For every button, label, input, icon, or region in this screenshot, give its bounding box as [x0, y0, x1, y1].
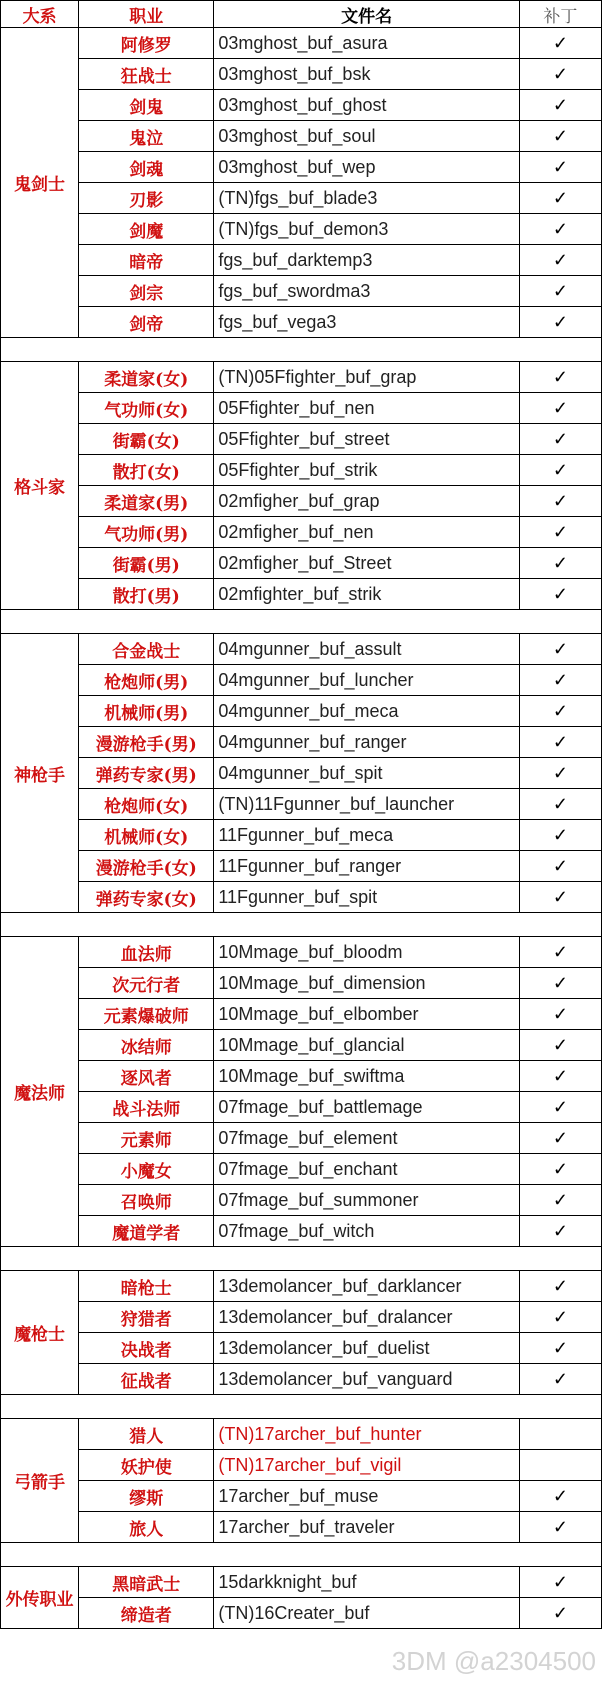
table-row — [1, 393, 602, 424]
job-cell: 暗帝 — [79, 245, 214, 276]
check-icon: ✓ — [552, 1275, 568, 1296]
table-row — [1, 424, 602, 455]
table-row — [1, 1030, 602, 1061]
check-icon: ✓ — [552, 855, 568, 876]
file-cell: 05Ffighter_buf_nen — [214, 393, 520, 424]
check-icon: ✓ — [552, 1368, 568, 1389]
patch-cell — [519, 121, 601, 152]
check-icon: ✓ — [552, 490, 568, 511]
spacer-cell — [1, 1395, 602, 1419]
patch-cell — [519, 548, 601, 579]
table-row — [1, 152, 602, 183]
table-row — [1, 1333, 602, 1364]
patch-cell — [519, 758, 601, 789]
file-cell: 13demolancer_buf_duelist — [214, 1333, 520, 1364]
job-cell: 街霸(女) — [79, 424, 214, 455]
file-cell: 11Fgunner_buf_spit — [214, 882, 520, 913]
group-cell: 弓箭手 — [1, 1419, 79, 1543]
check-icon: ✓ — [552, 311, 568, 332]
job-cell: 妖护使 — [79, 1450, 214, 1481]
table-row — [1, 183, 602, 214]
table-row — [1, 579, 602, 610]
table-row — [1, 1419, 602, 1450]
job-cell: 弹药专家(女) — [79, 882, 214, 913]
group-cell: 外传职业 — [1, 1567, 79, 1629]
table-row — [1, 665, 602, 696]
patch-cell — [519, 579, 601, 610]
check-icon: ✓ — [552, 280, 568, 301]
job-cell: 弹药专家(男) — [79, 758, 214, 789]
check-icon: ✓ — [552, 187, 568, 208]
job-cell: 冰结师 — [79, 1030, 214, 1061]
spacer-row — [1, 338, 602, 362]
job-cell: 征战者 — [79, 1364, 214, 1395]
file-cell: 05Ffighter_buf_street — [214, 424, 520, 455]
job-cell: 散打(男) — [79, 579, 214, 610]
job-cell: 狩猎者 — [79, 1302, 214, 1333]
file-cell: 02mfigher_buf_Street — [214, 548, 520, 579]
file-cell: 10Mmage_buf_elbomber — [214, 999, 520, 1030]
patch-cell — [519, 1333, 601, 1364]
job-cell: 元素师 — [79, 1123, 214, 1154]
check-icon: ✓ — [552, 94, 568, 115]
spacer-cell — [1, 338, 602, 362]
patch-cell — [519, 727, 601, 758]
patch-cell — [519, 276, 601, 307]
file-cell: 15darkknight_buf — [214, 1567, 520, 1598]
patch-cell — [519, 968, 601, 999]
check-icon: ✓ — [552, 1003, 568, 1024]
group-cell: 鬼剑士 — [1, 28, 79, 338]
file-cell: 02mfigher_buf_nen — [214, 517, 520, 548]
job-cell: 剑帝 — [79, 307, 214, 338]
file-cell: 10Mmage_buf_bloodm — [214, 937, 520, 968]
check-icon: ✓ — [552, 1220, 568, 1241]
check-icon: ✓ — [552, 669, 568, 690]
patch-cell — [519, 1450, 601, 1481]
check-icon: ✓ — [552, 397, 568, 418]
job-cell: 柔道家(女) — [79, 362, 214, 393]
check-icon: ✓ — [552, 1034, 568, 1055]
table-row — [1, 28, 602, 59]
patch-cell — [519, 882, 601, 913]
group-cell: 魔法师 — [1, 937, 79, 1247]
patch-cell — [519, 999, 601, 1030]
patch-cell — [519, 1302, 601, 1333]
table-row — [1, 789, 602, 820]
table-row — [1, 999, 602, 1030]
job-cell: 合金战士 — [79, 634, 214, 665]
table-row — [1, 820, 602, 851]
spacer-row — [1, 913, 602, 937]
check-icon: ✓ — [552, 63, 568, 84]
table-row — [1, 307, 602, 338]
job-cell: 散打(女) — [79, 455, 214, 486]
file-cell: 07fmage_buf_summoner — [214, 1185, 520, 1216]
patch-cell — [519, 1216, 601, 1247]
spacer-cell — [1, 1247, 602, 1271]
spacer-row — [1, 1395, 602, 1419]
table-row — [1, 968, 602, 999]
table-row — [1, 1302, 602, 1333]
check-icon: ✓ — [552, 638, 568, 659]
job-cell: 剑鬼 — [79, 90, 214, 121]
patch-cell — [519, 90, 601, 121]
job-cell: 剑魔 — [79, 214, 214, 245]
check-icon: ✓ — [552, 886, 568, 907]
file-cell: 04mgunner_buf_assult — [214, 634, 520, 665]
patch-cell — [519, 28, 601, 59]
job-cell: 阿修罗 — [79, 28, 214, 59]
table-row — [1, 362, 602, 393]
table-row — [1, 1061, 602, 1092]
table-row — [1, 1567, 602, 1598]
table-row — [1, 1481, 602, 1512]
check-icon: ✓ — [552, 366, 568, 387]
patch-cell — [519, 851, 601, 882]
job-cell: 元素爆破师 — [79, 999, 214, 1030]
check-icon: ✓ — [552, 700, 568, 721]
check-icon: ✓ — [552, 249, 568, 270]
check-icon: ✓ — [552, 941, 568, 962]
check-icon: ✓ — [552, 552, 568, 573]
job-cell: 次元行者 — [79, 968, 214, 999]
patch-cell — [519, 1512, 601, 1543]
file-cell: (TN)11Fgunner_buf_launcher — [214, 789, 520, 820]
file-cell: 17archer_buf_muse — [214, 1481, 520, 1512]
job-cell: 鬼泣 — [79, 121, 214, 152]
table-row — [1, 121, 602, 152]
patch-cell — [519, 393, 601, 424]
check-icon: ✓ — [552, 1571, 568, 1592]
watermark: 3DM @a2304500 — [391, 1646, 596, 1676]
check-icon: ✓ — [552, 1065, 568, 1086]
patch-cell — [519, 1598, 601, 1629]
patch-cell — [519, 1364, 601, 1395]
header-patch: 补丁 — [519, 1, 601, 28]
patch-cell — [519, 486, 601, 517]
patch-cell — [519, 1481, 601, 1512]
patch-cell — [519, 1567, 601, 1598]
file-cell: 11Fgunner_buf_meca — [214, 820, 520, 851]
table-row — [1, 517, 602, 548]
file-cell: 17archer_buf_traveler — [214, 1512, 520, 1543]
patch-cell — [519, 1185, 601, 1216]
patch-cell — [519, 59, 601, 90]
table-row — [1, 276, 602, 307]
patch-cell — [519, 634, 601, 665]
job-cell: 战斗法师 — [79, 1092, 214, 1123]
group-cell: 魔枪士 — [1, 1271, 79, 1395]
table-row — [1, 90, 602, 121]
check-icon: ✓ — [552, 1306, 568, 1327]
job-cell: 柔道家(男) — [79, 486, 214, 517]
patch-cell — [519, 517, 601, 548]
patch-cell — [519, 424, 601, 455]
spacer-row — [1, 610, 602, 634]
spacer-row — [1, 1543, 602, 1567]
file-cell: 03mghost_buf_wep — [214, 152, 520, 183]
table-row — [1, 882, 602, 913]
job-cell: 枪炮师(男) — [79, 665, 214, 696]
job-cell: 缔造者 — [79, 1598, 214, 1629]
patch-cell — [519, 696, 601, 727]
file-cell: 11Fgunner_buf_ranger — [214, 851, 520, 882]
file-cell: 10Mmage_buf_swiftma — [214, 1061, 520, 1092]
table-row — [1, 634, 602, 665]
patch-cell — [519, 455, 601, 486]
patch-cell — [519, 307, 601, 338]
file-cell: 07fmage_buf_element — [214, 1123, 520, 1154]
job-cell: 枪炮师(女) — [79, 789, 214, 820]
check-icon: ✓ — [552, 428, 568, 449]
patch-cell — [519, 245, 601, 276]
job-cell: 旅人 — [79, 1512, 214, 1543]
table-row — [1, 1450, 602, 1481]
table-row — [1, 1512, 602, 1543]
table-row — [1, 851, 602, 882]
patch-cell — [519, 1123, 601, 1154]
file-cell: fgs_buf_darktemp3 — [214, 245, 520, 276]
job-cell: 机械师(男) — [79, 696, 214, 727]
file-cell: 02mfighter_buf_strik — [214, 579, 520, 610]
patch-cell — [519, 1030, 601, 1061]
check-icon: ✓ — [552, 125, 568, 146]
check-icon: ✓ — [552, 1189, 568, 1210]
job-cell: 黑暗武士 — [79, 1567, 214, 1598]
check-icon: ✓ — [552, 1127, 568, 1148]
table-row — [1, 214, 602, 245]
file-cell: 04mgunner_buf_luncher — [214, 665, 520, 696]
patch-cell — [519, 820, 601, 851]
file-cell: (TN)17archer_buf_vigil — [214, 1450, 520, 1481]
file-cell: (TN)fgs_buf_blade3 — [214, 183, 520, 214]
patch-cell — [519, 1092, 601, 1123]
header-file: 文件名 — [214, 1, 520, 28]
table-row — [1, 1092, 602, 1123]
file-cell: (TN)fgs_buf_demon3 — [214, 214, 520, 245]
job-cell: 漫游枪手(女) — [79, 851, 214, 882]
file-cell: 10Mmage_buf_dimension — [214, 968, 520, 999]
patch-cell — [519, 937, 601, 968]
file-cell: fgs_buf_vega3 — [214, 307, 520, 338]
patch-cell — [519, 1154, 601, 1185]
header-row — [1, 1, 602, 28]
check-icon: ✓ — [552, 1337, 568, 1358]
table-row — [1, 59, 602, 90]
check-icon: ✓ — [552, 583, 568, 604]
check-icon: ✓ — [552, 1516, 568, 1537]
check-icon: ✓ — [552, 156, 568, 177]
table-row — [1, 1364, 602, 1395]
job-cell: 气功师(男) — [79, 517, 214, 548]
patch-cell — [519, 183, 601, 214]
check-icon: ✓ — [552, 1485, 568, 1506]
table-row — [1, 1216, 602, 1247]
file-cell: (TN)17archer_buf_hunter — [214, 1419, 520, 1450]
file-cell: 07fmage_buf_witch — [214, 1216, 520, 1247]
job-cell: 狂战士 — [79, 59, 214, 90]
file-cell: 13demolancer_buf_darklancer — [214, 1271, 520, 1302]
job-cell: 决战者 — [79, 1333, 214, 1364]
spacer-cell — [1, 913, 602, 937]
job-cell: 剑魂 — [79, 152, 214, 183]
table-row — [1, 696, 602, 727]
table-row — [1, 937, 602, 968]
spacer-cell — [1, 1543, 602, 1567]
check-icon: ✓ — [552, 1158, 568, 1179]
file-cell: 07fmage_buf_enchant — [214, 1154, 520, 1185]
file-cell: 02mfigher_buf_grap — [214, 486, 520, 517]
patch-cell — [519, 214, 601, 245]
patch-cell — [519, 362, 601, 393]
file-cell: 10Mmage_buf_glancial — [214, 1030, 520, 1061]
table-row — [1, 245, 602, 276]
header-group: 大系 — [1, 1, 79, 28]
job-cell: 漫游枪手(男) — [79, 727, 214, 758]
job-cell: 刃影 — [79, 183, 214, 214]
check-icon: ✓ — [552, 218, 568, 239]
check-icon: ✓ — [552, 1602, 568, 1623]
table-row — [1, 758, 602, 789]
job-cell: 暗枪士 — [79, 1271, 214, 1302]
file-cell: 05Ffighter_buf_strik — [214, 455, 520, 486]
file-cell: 04mgunner_buf_ranger — [214, 727, 520, 758]
job-cell: 缪斯 — [79, 1481, 214, 1512]
job-cell: 逐风者 — [79, 1061, 214, 1092]
file-cell: 07fmage_buf_battlemage — [214, 1092, 520, 1123]
table-row — [1, 1185, 602, 1216]
file-cell: 04mgunner_buf_spit — [214, 758, 520, 789]
file-cell: 03mghost_buf_soul — [214, 121, 520, 152]
table-row — [1, 1123, 602, 1154]
file-cell: fgs_buf_swordma3 — [214, 276, 520, 307]
check-icon: ✓ — [552, 793, 568, 814]
job-cell: 小魔女 — [79, 1154, 214, 1185]
table-row — [1, 486, 602, 517]
group-cell: 神枪手 — [1, 634, 79, 913]
patch-cell — [519, 1271, 601, 1302]
check-icon: ✓ — [552, 731, 568, 752]
job-cell: 血法师 — [79, 937, 214, 968]
job-cell: 剑宗 — [79, 276, 214, 307]
spacer-row — [1, 1247, 602, 1271]
group-cell: 格斗家 — [1, 362, 79, 610]
check-icon: ✓ — [552, 762, 568, 783]
file-cell: (TN)16Creater_buf — [214, 1598, 520, 1629]
file-cell: 03mghost_buf_bsk — [214, 59, 520, 90]
job-cell: 猎人 — [79, 1419, 214, 1450]
check-icon: ✓ — [552, 459, 568, 480]
file-cell: 13demolancer_buf_vanguard — [214, 1364, 520, 1395]
job-cell: 机械师(女) — [79, 820, 214, 851]
table-row — [1, 1598, 602, 1629]
job-cell: 召唤师 — [79, 1185, 214, 1216]
job-cell: 街霸(男) — [79, 548, 214, 579]
file-cell: 03mghost_buf_ghost — [214, 90, 520, 121]
table-row — [1, 548, 602, 579]
spacer-cell — [1, 610, 602, 634]
check-icon: ✓ — [552, 824, 568, 845]
table-row — [1, 1154, 602, 1185]
header-job: 职业 — [79, 1, 214, 28]
patch-cell — [519, 665, 601, 696]
file-cell: 13demolancer_buf_dralancer — [214, 1302, 520, 1333]
table-row — [1, 455, 602, 486]
check-icon: ✓ — [552, 521, 568, 542]
check-icon: ✓ — [552, 972, 568, 993]
table-row — [1, 727, 602, 758]
job-cell: 魔道学者 — [79, 1216, 214, 1247]
check-icon: ✓ — [552, 1096, 568, 1117]
file-cell: 03mghost_buf_asura — [214, 28, 520, 59]
file-cell: 04mgunner_buf_meca — [214, 696, 520, 727]
patch-cell — [519, 1419, 601, 1450]
patch-cell — [519, 1061, 601, 1092]
patch-cell — [519, 152, 601, 183]
job-cell: 气功师(女) — [79, 393, 214, 424]
patch-cell — [519, 789, 601, 820]
table-row — [1, 1271, 602, 1302]
check-icon: ✓ — [552, 32, 568, 53]
file-cell: (TN)05Ffighter_buf_grap — [214, 362, 520, 393]
